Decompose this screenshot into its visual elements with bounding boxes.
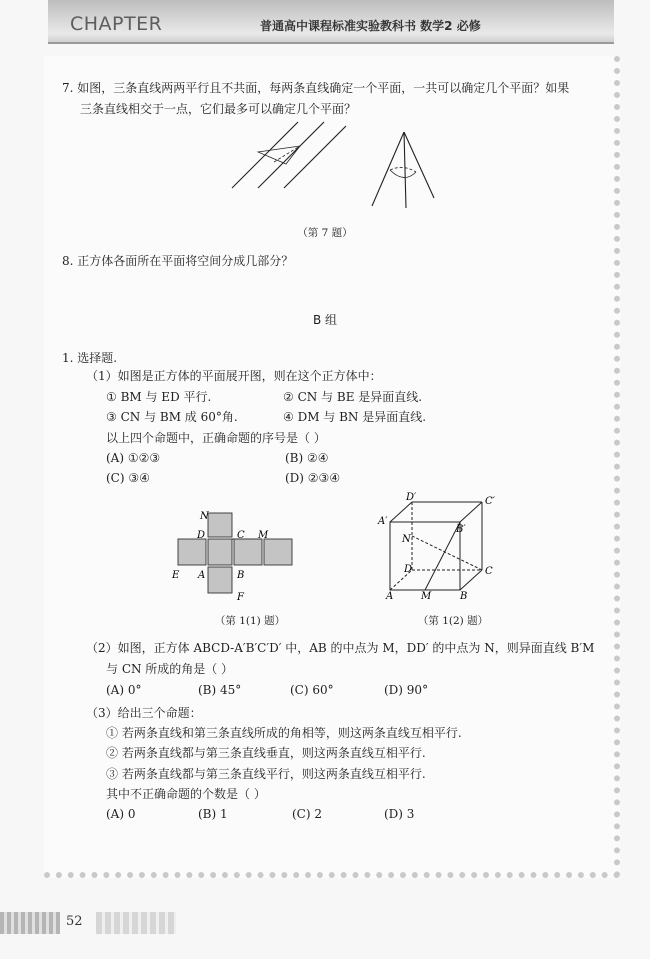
cube-label-a: A [386, 591, 394, 602]
q7-figure-concurrent-lines [368, 128, 438, 210]
group-b-title: B 组 [312, 313, 338, 327]
footer-decoration-left [0, 912, 60, 934]
cube-label-n: N [402, 534, 411, 545]
cube-label-c: C [485, 566, 493, 577]
q1-1-option-c: (C) ③④ [106, 471, 150, 485]
q1-2-option-a: (A) 0° [106, 683, 142, 697]
net-label-m: M [258, 530, 269, 541]
q7-figure-parallel-lines [228, 118, 348, 190]
cube-label-a1: A′ [378, 516, 388, 527]
net-label-d: D [197, 530, 206, 541]
q1-2-option-b: (B) 45° [198, 683, 242, 697]
q1-2-option-c: (C) 60° [290, 683, 334, 697]
q1-1-stem: （1）如图是正方体的平面展开图，则在这个正方体中： [86, 369, 382, 383]
net-label-n: N [200, 511, 209, 522]
net-label-f: F [237, 592, 244, 603]
figure-caption-1-2: （第 1(2) 题） [417, 615, 489, 627]
q1-3-option-d: (D) 3 [384, 807, 415, 821]
q7-line1: 7. 如图，三条直线两两平行且不共面，每两条直线确定一个平面，一共可以确定几个平面？如果 [62, 81, 570, 95]
q1-2-option-d: (D) 90° [384, 683, 429, 697]
q1-1-statement-3: ③ CN 与 BM 成 60°角. [106, 410, 238, 424]
cube-label-m: M [421, 591, 432, 602]
q1-1-ask: 以上四个命题中，正确命题的序号是（ ） [106, 431, 326, 445]
figure-caption-1-1: （第 1(1) 题） [214, 615, 286, 627]
q7-caption: （第 7 题） [297, 227, 353, 239]
cube-figure [378, 492, 498, 600]
book-title: 普通高中课程标准实验教科书 数学2 必修 [260, 19, 481, 33]
q1-1-option-b: (B) ②④ [285, 451, 329, 465]
chapter-label: CHAPTER [70, 13, 163, 35]
q1-title: 1. 选择题. [62, 351, 118, 365]
page-number: 52 [66, 914, 83, 929]
q1-2-line2: 与 CN 所成的角是（ ） [106, 662, 234, 676]
q1-1-statement-4: ④ DM 与 BN 是异面直线. [283, 410, 427, 424]
footer-decoration-right [96, 912, 176, 934]
q1-3-statement-1: ① 若两条直线和第三条直线所成的角相等，则这两条直线互相平行. [106, 726, 462, 740]
cube-label-c1: C′ [485, 496, 495, 507]
q1-1-statement-2: ② CN 与 BE 是异面直线. [283, 390, 423, 404]
q8-text: 8. 正方体各面所在平面将空间分成几部分？ [62, 254, 294, 268]
q1-3-statement-3: ③ 若两条直线都与第三条直线平行，则这两条直线互相平行. [106, 767, 426, 781]
cube-label-d: D [404, 564, 413, 575]
cube-net-figure [168, 505, 298, 605]
net-label-a: A [198, 570, 206, 581]
q1-1-option-d: (D) ②③④ [285, 471, 341, 485]
q1-3-ask: 其中不正确命题的个数是（ ） [106, 787, 266, 801]
cube-label-b: B [460, 591, 468, 602]
q1-3-option-a: (A) 0 [106, 807, 136, 821]
q1-3-statement-2: ② 若两条直线都与第三条直线垂直，则这两条直线互相平行. [106, 746, 426, 760]
q1-1-option-a: (A) ①②③ [106, 451, 161, 465]
net-label-b: B [237, 570, 245, 581]
page-header [48, 0, 614, 44]
q1-3-option-c: (C) 2 [292, 807, 322, 821]
cube-label-d1: D′ [406, 492, 417, 503]
q1-3-option-b: (B) 1 [198, 807, 228, 821]
net-label-e: E [172, 570, 180, 581]
q1-2-line1: （2）如图，正方体 ABCD-A′B′C′D′ 中，AB 的中点为 M，DD′ 的中点为 N，则异面直线 B′M [86, 641, 595, 655]
net-label-c: C [237, 530, 245, 541]
cube-label-b1: B′ [456, 524, 466, 535]
q1-3-stem: （3）给出三个命题： [86, 706, 202, 720]
q1-1-statement-1: ① BM 与 ED 平行. [106, 390, 212, 404]
q7-line2: 三条直线相交于一点，它们最多可以确定几个平面？ [80, 102, 357, 116]
